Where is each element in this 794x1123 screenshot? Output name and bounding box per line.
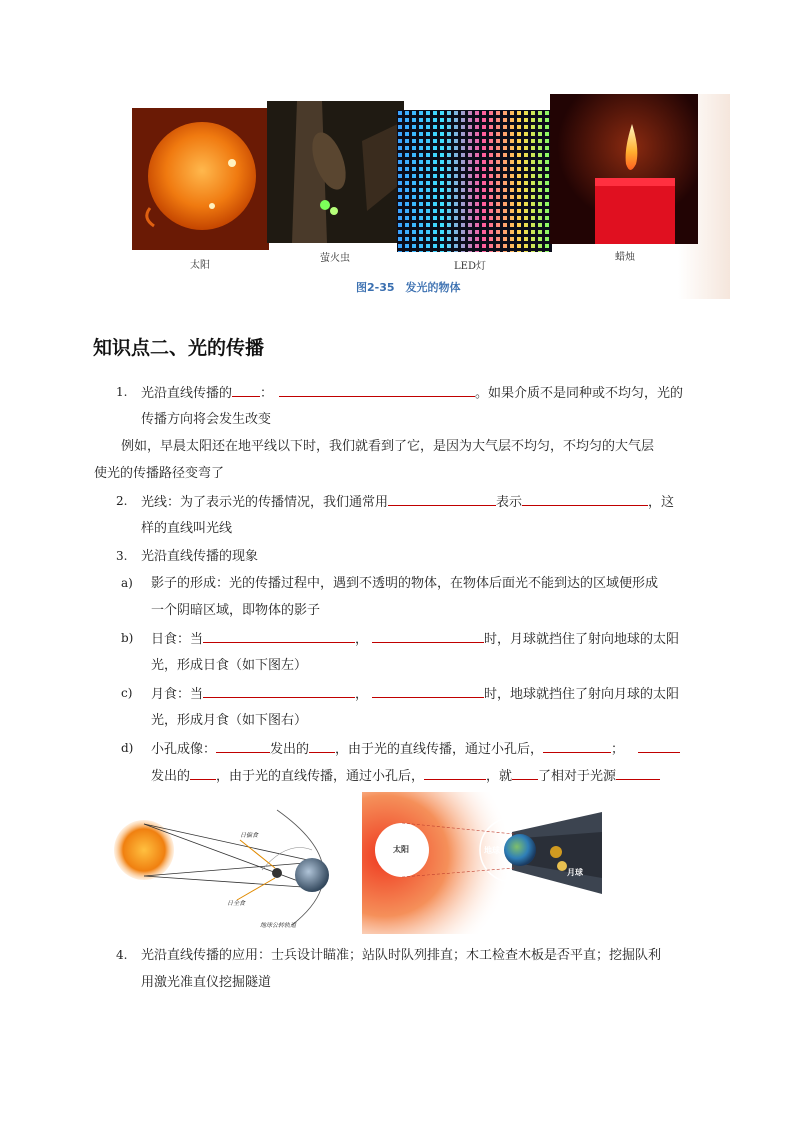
item-c-line-2: 光，形成月食（如下图右）: [151, 713, 308, 728]
item-2-line-2: 样的直线叫光线: [141, 521, 233, 536]
label-total-eclipse: 日全食: [227, 900, 246, 907]
item-a-number: a): [121, 576, 133, 590]
photo-strip: [130, 94, 730, 299]
figure-title: 图2-35 发光的物体: [356, 281, 461, 294]
item-1-line-1: 光沿直线传播的 ： 。如果介质不是同种或不均匀，光的: [141, 386, 684, 401]
item-a-line-1: 影子的形成：光的传播过程中，遇到不透明的物体，在物体后面光不能到达的区域便形成: [151, 576, 659, 591]
blank-dh[interactable]: [616, 767, 660, 780]
item-4-line-2: 用激光准直仪挖掘隧道: [141, 975, 272, 990]
label-earth-orbit: 地球公转轨道: [260, 922, 297, 929]
blank-bb[interactable]: [372, 630, 484, 643]
blank-cb[interactable]: [372, 685, 484, 698]
label-partial-eclipse: 日偏食: [240, 832, 259, 839]
solar-eclipse-diagram: [112, 800, 358, 932]
item-4-number: 4.: [116, 948, 128, 962]
blank-dg[interactable]: [512, 767, 538, 780]
blank-df[interactable]: [424, 767, 486, 780]
item-4-line-1: 光沿直线传播的应用：士兵设计瞄准；站队时队列排直；木工检查木板是否平直；挖掘队利: [141, 948, 662, 963]
caption-led: LED灯: [454, 261, 486, 272]
candle-photo: [550, 94, 698, 244]
blank-2b[interactable]: [522, 493, 648, 506]
item-c-number: c): [121, 686, 133, 700]
blank-2a[interactable]: [388, 493, 496, 506]
item-d-line-2: 发出的 ，由于光的直线传播，通过小孔后， ，就 了相对于光源: [151, 767, 660, 786]
item-2-number: 2.: [116, 494, 128, 508]
item-c-line-1: 月食：当 ， 时，地球就挡住了射向月球的太阳: [151, 687, 680, 702]
item-d-line-1: 小孔成像： 发出的 ，由于光的直线传播，通过小孔后， ；: [151, 740, 680, 759]
item-3-line: 光沿直线传播的现象: [141, 549, 259, 564]
label-moon: 月球: [567, 868, 583, 877]
item-b-line-1: 日食：当 ， 时，月球就挡住了射向地球的太阳: [151, 632, 680, 647]
item-1-number: 1.: [116, 385, 128, 399]
firefly-photo: [267, 101, 404, 243]
item-2-line-1: 光线：为了表示光的传播情况，我们通常用 表示 ，这: [141, 495, 675, 510]
caption-candle: 蜡烛: [615, 252, 635, 263]
item-b-number: b): [121, 631, 134, 645]
blank-db[interactable]: [309, 740, 335, 753]
item-a-line-2: 一个阴暗区域，即物体的影子: [151, 603, 321, 618]
blank-de[interactable]: [190, 767, 216, 780]
blank-dc[interactable]: [543, 740, 611, 753]
led-photo: [397, 110, 552, 252]
blank-dd[interactable]: [638, 740, 680, 753]
caption-sun: 太阳: [190, 260, 210, 271]
caption-firefly: 萤火虫: [320, 253, 350, 264]
section-title: 知识点二、光的传播: [93, 337, 265, 359]
label-earth: 地球: [484, 846, 500, 855]
item-1-line-2: 传播方向将会发生改变: [141, 412, 272, 427]
sun-photo: [132, 108, 269, 250]
item-3-number: 3.: [116, 549, 128, 563]
label-sun: 太阳: [393, 845, 409, 854]
item-b-line-2: 光，形成日食（如下图左）: [151, 658, 308, 673]
blank-ca[interactable]: [203, 685, 355, 698]
blank-1b[interactable]: [279, 384, 475, 397]
blank-1a[interactable]: [232, 384, 260, 397]
blank-ba[interactable]: [203, 630, 355, 643]
example-line-2: 使光的传播路径变弯了: [94, 466, 225, 481]
example-line-1: 例如，早晨太阳还在地平线以下时，我们就看到了它，是因为大气层不均匀，不均匀的大气层: [121, 439, 655, 454]
item-d-number: d): [121, 741, 134, 755]
lunar-eclipse-diagram: [362, 792, 606, 934]
blank-da[interactable]: [216, 740, 270, 753]
